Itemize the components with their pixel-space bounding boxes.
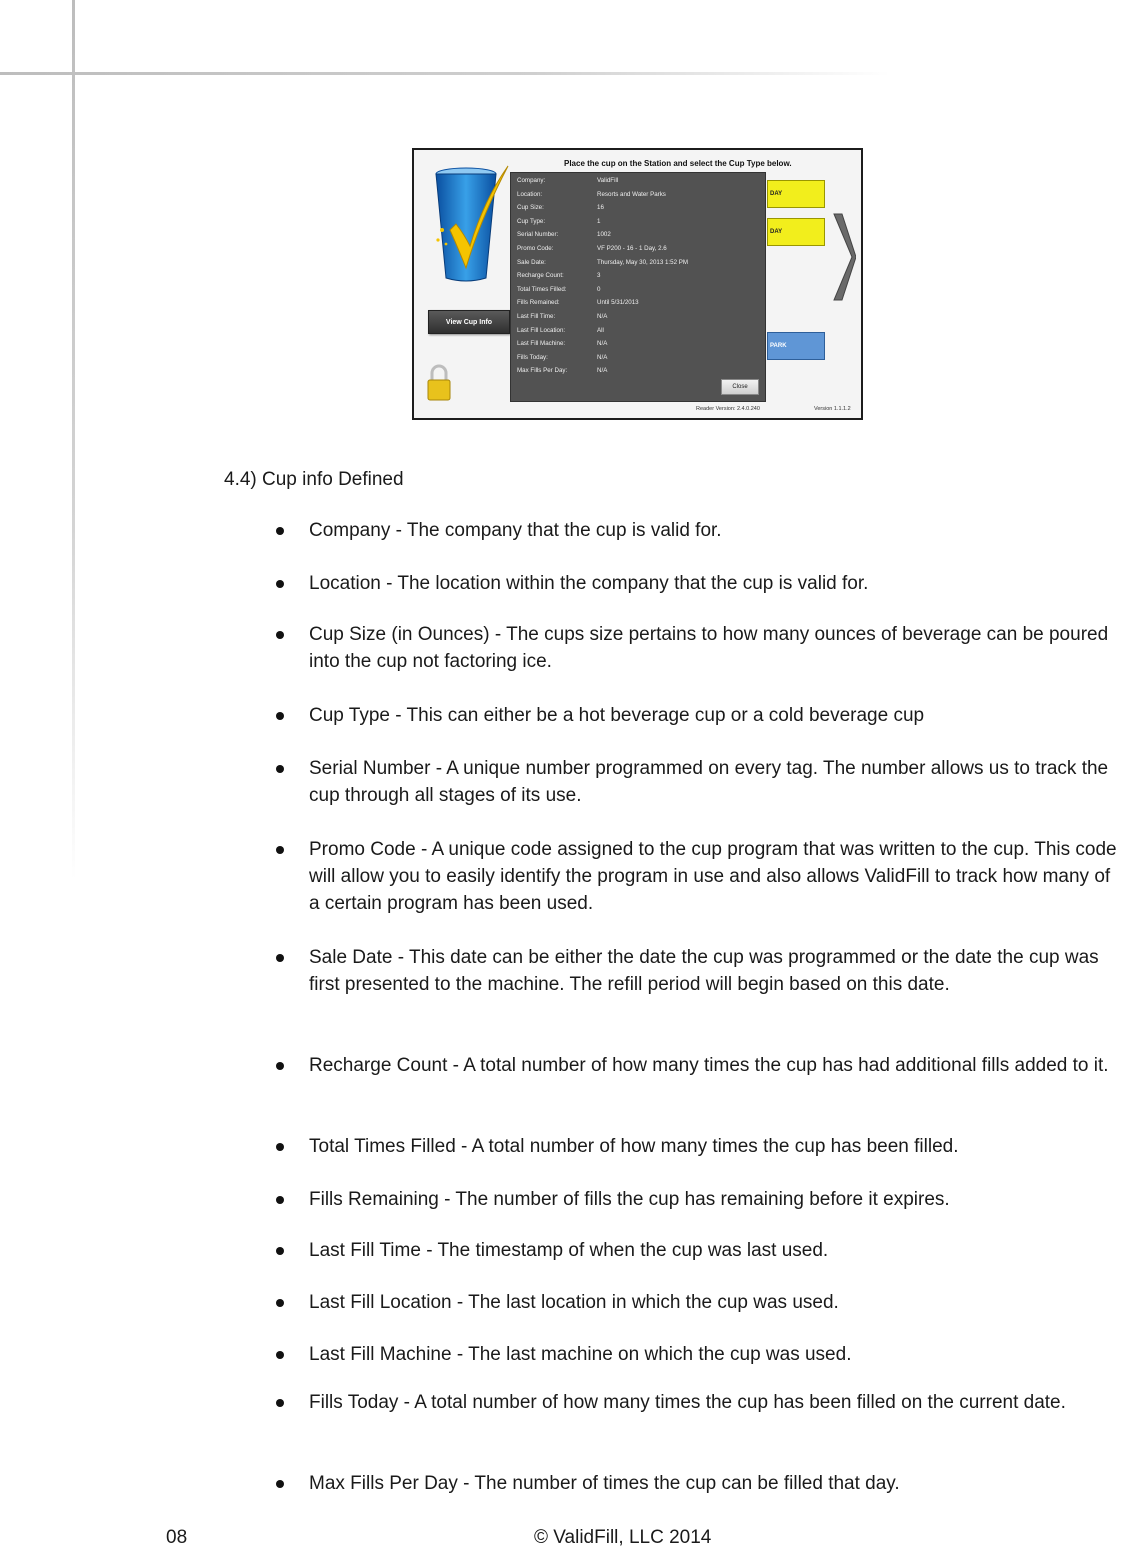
list-item-text: Last Fill Time - The timestamp of when the cup was last used. [309,1240,829,1261]
cup-type-button-2[interactable]: DAY [767,218,825,246]
cup-info-label: Cup Type: [517,217,546,225]
list-item-text: Last Fill Machine - The last machine on which the cup was used. [309,1344,852,1365]
cup-type-button-1[interactable]: DAY [767,180,825,208]
cup-info-value: N/A [597,367,608,375]
bullet-icon [276,765,284,773]
cup-info-row [517,177,619,184]
bullet-icon [276,1299,284,1307]
bullet-icon [276,1247,284,1255]
cup-info-row [517,204,604,212]
list-item-text: Serial Number - A unique number programmed on every tag. The number allows us to track the cup through all stages of its use. [309,758,1109,806]
bullet-icon [276,1480,284,1488]
list-item-text: Sale Date - This date can be either the date the cup was programmed or the date the cup was first presented to the machine. The refill period will begin based on this date. [309,947,1099,995]
cup-info-value: 16 [597,204,604,212]
bullet-icon [276,1351,284,1359]
cup-info-value: Resorts and Water Parks [597,190,666,198]
cup-info-value: N/A [597,313,608,320]
list-item-text: Location - The location within the company that the cup is valid for. [309,573,869,594]
cup-info-label: Sale Date: [517,258,546,266]
cup-info-row [517,190,666,198]
list-item-text: Company - The company that the cup is valid for. [309,520,722,541]
validfill-cup-logo-icon [428,160,514,285]
bullet-icon [276,1062,284,1070]
cup-info-row [517,353,608,361]
cup-info-value: 1 [597,217,601,225]
bullet-icon [276,712,284,720]
bullet-icon [276,631,284,639]
cup-info-label: Fills Today: [517,353,548,361]
cup-info-value: 3 [597,272,601,280]
cup-info-label: Cup Size: [517,204,544,212]
copyright: © ValidFill, LLC 2014 [534,1527,712,1548]
cup-info-row [517,285,601,293]
cup-info-screenshot [412,148,863,420]
bullet-icon [276,527,284,535]
bullet-icon [276,1399,284,1407]
cup-info-label: Serial Number: [517,231,559,239]
cup-info-label: Last Fill Location: [517,326,566,334]
app-version: Version 1.1.1.2 [814,406,851,412]
list-item-text: Last Fill Location - The last location in which the cup was used. [309,1292,839,1313]
cup-info-label: Max Fills Per Day: [517,367,568,375]
park-button[interactable]: PARK [767,332,825,360]
cup-info-value: N/A [597,340,608,348]
bullet-icon [276,954,284,962]
list-item-text: Promo Code - A unique code assigned to the cup program that was written to the cup. This code will allow you to easily identify the program in use and also allows ValidFill to track how many of a certain program has been used. [309,839,1117,914]
cup-info-label: Location: [517,190,543,198]
bullet-icon [276,1196,284,1204]
cup-info-value: 1002 [597,231,611,239]
page-number: 08 [166,1527,188,1548]
reader-version: Reader Version: 2.4.0.240 [696,406,760,412]
cup-info-value: Thursday, May 30, 2013 1:52 PM [597,258,689,266]
cup-info-row [517,272,601,280]
cup-info-label: Last Fill Time: [517,313,556,320]
cup-info-dialog [510,172,766,402]
bullet-icon [276,580,284,588]
cup-info-value: ValidFill [597,177,619,184]
cup-info-row [517,367,608,375]
cup-info-label: Recharge Count: [517,272,564,280]
page-horizontal-rule [0,72,890,75]
lock-icon[interactable] [426,362,452,402]
cup-info-row [517,245,667,252]
cup-info-value: N/A [597,353,608,361]
bullet-icon [276,1143,284,1151]
cup-info-value: 0 [597,285,601,293]
cup-info-row [517,340,608,348]
close-button[interactable]: Close [721,379,759,395]
cup-info-label: Last Fill Machine: [517,340,566,348]
cup-info-value: All [597,326,604,334]
chevron-right-icon[interactable] [832,212,856,302]
list-item-text: Max Fills Per Day - The number of times the cup can be filled that day. [309,1473,900,1494]
cup-info-label: Fills Remained: [517,299,560,307]
section-heading: 4.4) Cup info Defined [224,469,404,490]
cup-info-row [517,258,689,266]
cup-info-row [517,326,604,334]
list-item-text: Cup Size (in Ounces) - The cups size pertains to how many ounces of beverage can be poured into the cup not factoring ice. [309,624,1109,672]
cup-info-row [517,217,601,225]
cup-info-label: Company: [517,177,546,184]
list-item-text: Fills Remaining - The number of fills the cup has remaining before it expires. [309,1189,950,1210]
screenshot-header: Place the cup on the Station and select the Cup Type below. [564,159,792,168]
bullet-icon [276,846,284,854]
cup-info-row [517,231,611,239]
view-cup-info-button[interactable]: View Cup Info [428,310,510,334]
list-item-text: Total Times Filled - A total number of how many times the cup has been filled. [309,1136,959,1157]
cup-info-row [517,313,608,320]
cup-info-label: Promo Code: [517,245,554,252]
cup-info-row [517,299,639,307]
list-item-text: Fills Today - A total number of how many times the cup has been filled on the current date. [309,1392,1066,1413]
page-vertical-rule [72,0,75,880]
cup-info-value: VF P200 - 16 - 1 Day, 2.6 [597,245,667,252]
cup-info-label: Total Times Filled: [517,285,567,293]
list-item-text: Cup Type - This can either be a hot beverage cup or a cold beverage cup [309,705,925,726]
list-item-text: Recharge Count - A total number of how many times the cup has had additional fills added to it. [309,1055,1109,1076]
cup-info-value: Until 5/31/2013 [597,299,639,307]
